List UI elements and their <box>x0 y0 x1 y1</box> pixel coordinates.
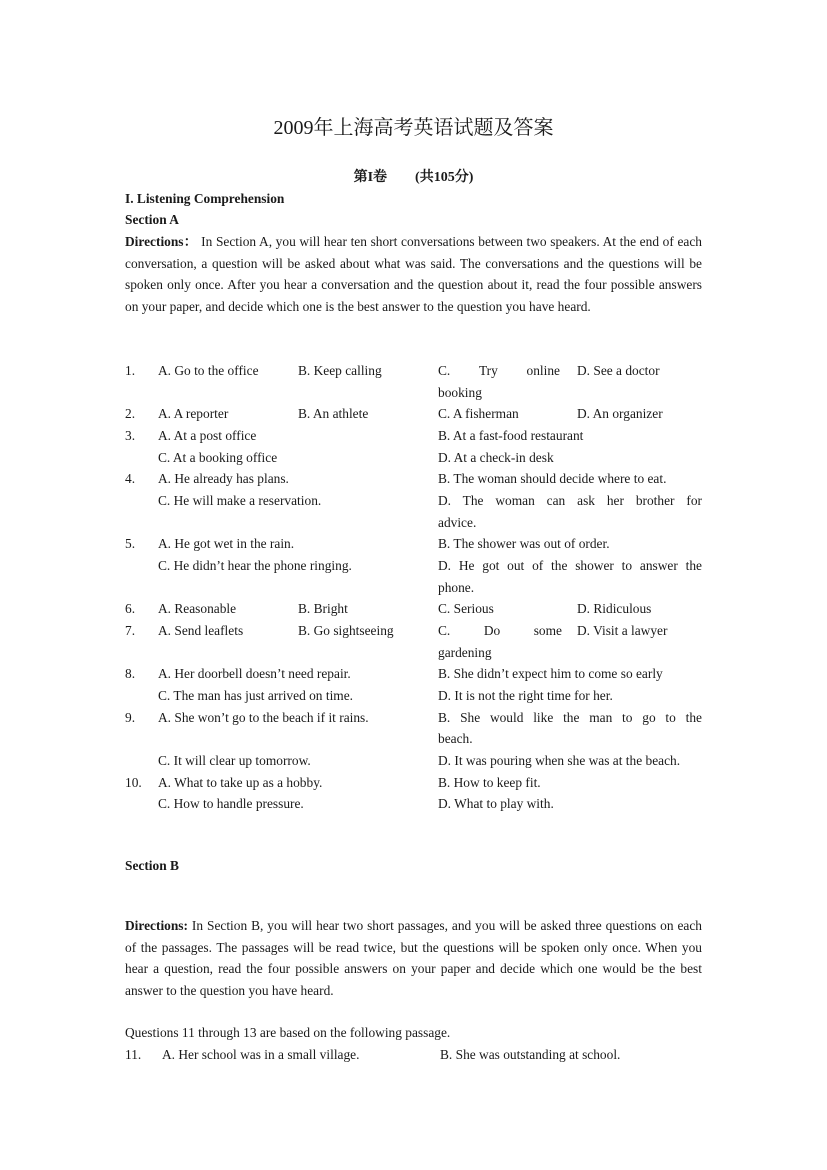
option-b: B. At a fast-food restaurant <box>438 428 584 443</box>
question-number: 4. <box>125 471 136 486</box>
section-a-directions <box>125 231 702 318</box>
question-number: 1. <box>125 363 136 378</box>
option-b: B. She didn’t expect him to come so early <box>438 666 663 681</box>
option-d: D. An organizer <box>577 406 663 421</box>
option-b: B. How to keep fit. <box>438 775 541 790</box>
option-d: D. It was pouring when she was at the beach. <box>438 753 681 768</box>
option-c-part: C. <box>438 363 451 378</box>
directions-label: Directions： <box>125 234 198 249</box>
option-b: B. The woman should decide where to eat. <box>438 471 667 486</box>
option-a: A. Her doorbell doesn’t need repair. <box>158 666 351 681</box>
option-d: D. The woman can ask her brother for <box>438 493 702 508</box>
option-a: A. Go to the office <box>158 363 259 378</box>
option-c-cont: booking <box>438 385 482 400</box>
option-c-part: some <box>533 623 562 638</box>
page-title: 2009年上海高考英语试题及答案 <box>273 117 554 139</box>
option-a: A. Her school was in a small village. <box>162 1047 360 1062</box>
option-a: A. At a post office <box>158 428 257 443</box>
option-c-cont: gardening <box>438 645 492 660</box>
directions-text: In Section A, you will hear ten short conversations between two speakers. At the end of each conversation, a question will be asked about what was said. The conversations and the questions will be spoken only once. After you hear a conversation and the question about it, read the four possible answers on your paper, and decide which one is the best answer to the question you have heard. <box>125 234 702 315</box>
option-c: C. Serious <box>438 601 494 616</box>
question-number: 8. <box>125 666 136 681</box>
option-d: D. See a doctor <box>577 363 660 378</box>
option-c <box>438 623 562 639</box>
option-d: D. What to play with. <box>438 796 554 811</box>
question-number: 3. <box>125 428 136 443</box>
option-c: C. How to handle pressure. <box>158 796 304 811</box>
option-c-part: C. <box>438 623 451 638</box>
option-b-cont: beach. <box>438 731 473 746</box>
option-b: B. She would like the man to go to the <box>438 710 702 725</box>
paper-subtitle: 第I卷 (共105分) <box>353 170 474 185</box>
option-a: A. He already has plans. <box>158 471 289 486</box>
question-number: 7. <box>125 623 136 638</box>
section-b-heading: Section B <box>125 858 179 873</box>
option-d: D. Visit a lawyer <box>577 623 668 638</box>
option-b: B. She was outstanding at school. <box>440 1047 621 1062</box>
option-d: D. It is not the right time for her. <box>438 688 613 703</box>
passage-intro: Questions 11 through 13 are based on the following passage. <box>125 1025 451 1040</box>
option-b: B. Keep calling <box>298 363 382 378</box>
question-number: 2. <box>125 406 136 421</box>
option-a: A. What to take up as a hobby. <box>158 775 323 790</box>
option-d: D. At a check-in desk <box>438 450 554 465</box>
section-b-directions <box>125 915 702 1002</box>
option-a: A. He got wet in the rain. <box>158 536 295 551</box>
option-a: A. A reporter <box>158 406 229 421</box>
option-c-part: online <box>526 363 560 378</box>
option-d-cont: advice. <box>438 515 477 530</box>
directions-label: Directions: <box>125 918 188 933</box>
part-heading: I. Listening Comprehension <box>125 191 285 206</box>
option-a: A. Send leaflets <box>158 623 244 638</box>
option-a: A. She won’t go to the beach if it rains. <box>158 710 369 725</box>
option-c <box>438 363 560 379</box>
option-c: C. At a booking office <box>158 450 278 465</box>
option-c: C. It will clear up tomorrow. <box>158 753 311 768</box>
option-c-part: Do <box>483 623 501 638</box>
option-c: C. He didn’t hear the phone ringing. <box>158 558 352 573</box>
option-b: B. An athlete <box>298 406 369 421</box>
option-c: C. The man has just arrived on time. <box>158 688 353 703</box>
question-number: 11. <box>125 1047 142 1062</box>
directions-text: In Section B, you will hear two short passages, and you will be asked three questions on each of the passages. The passages will be read twice, but the questions will be spoken only once. When you hear a question, read the four possible answers on your paper and decide which one would be the best answer to the question you have heard. <box>125 918 702 999</box>
option-d: D. He got out of the shower to answer the <box>438 558 702 573</box>
section-a-heading: Section A <box>125 212 179 227</box>
option-c: C. A fisherman <box>438 406 519 421</box>
question-number: 5. <box>125 536 136 551</box>
option-b: B. The shower was out of order. <box>438 536 610 551</box>
question-number: 6. <box>125 601 136 616</box>
option-d: D. Ridiculous <box>577 601 652 616</box>
option-c-part: Try <box>478 363 498 378</box>
option-c: C. He will make a reservation. <box>158 493 322 508</box>
option-b: B. Go sightseeing <box>298 623 394 638</box>
option-a: A. Reasonable <box>158 601 237 616</box>
option-b: B. Bright <box>298 601 348 616</box>
question-number: 9. <box>125 710 136 725</box>
option-d-cont: phone. <box>438 580 475 595</box>
question-number: 10. <box>125 775 142 790</box>
